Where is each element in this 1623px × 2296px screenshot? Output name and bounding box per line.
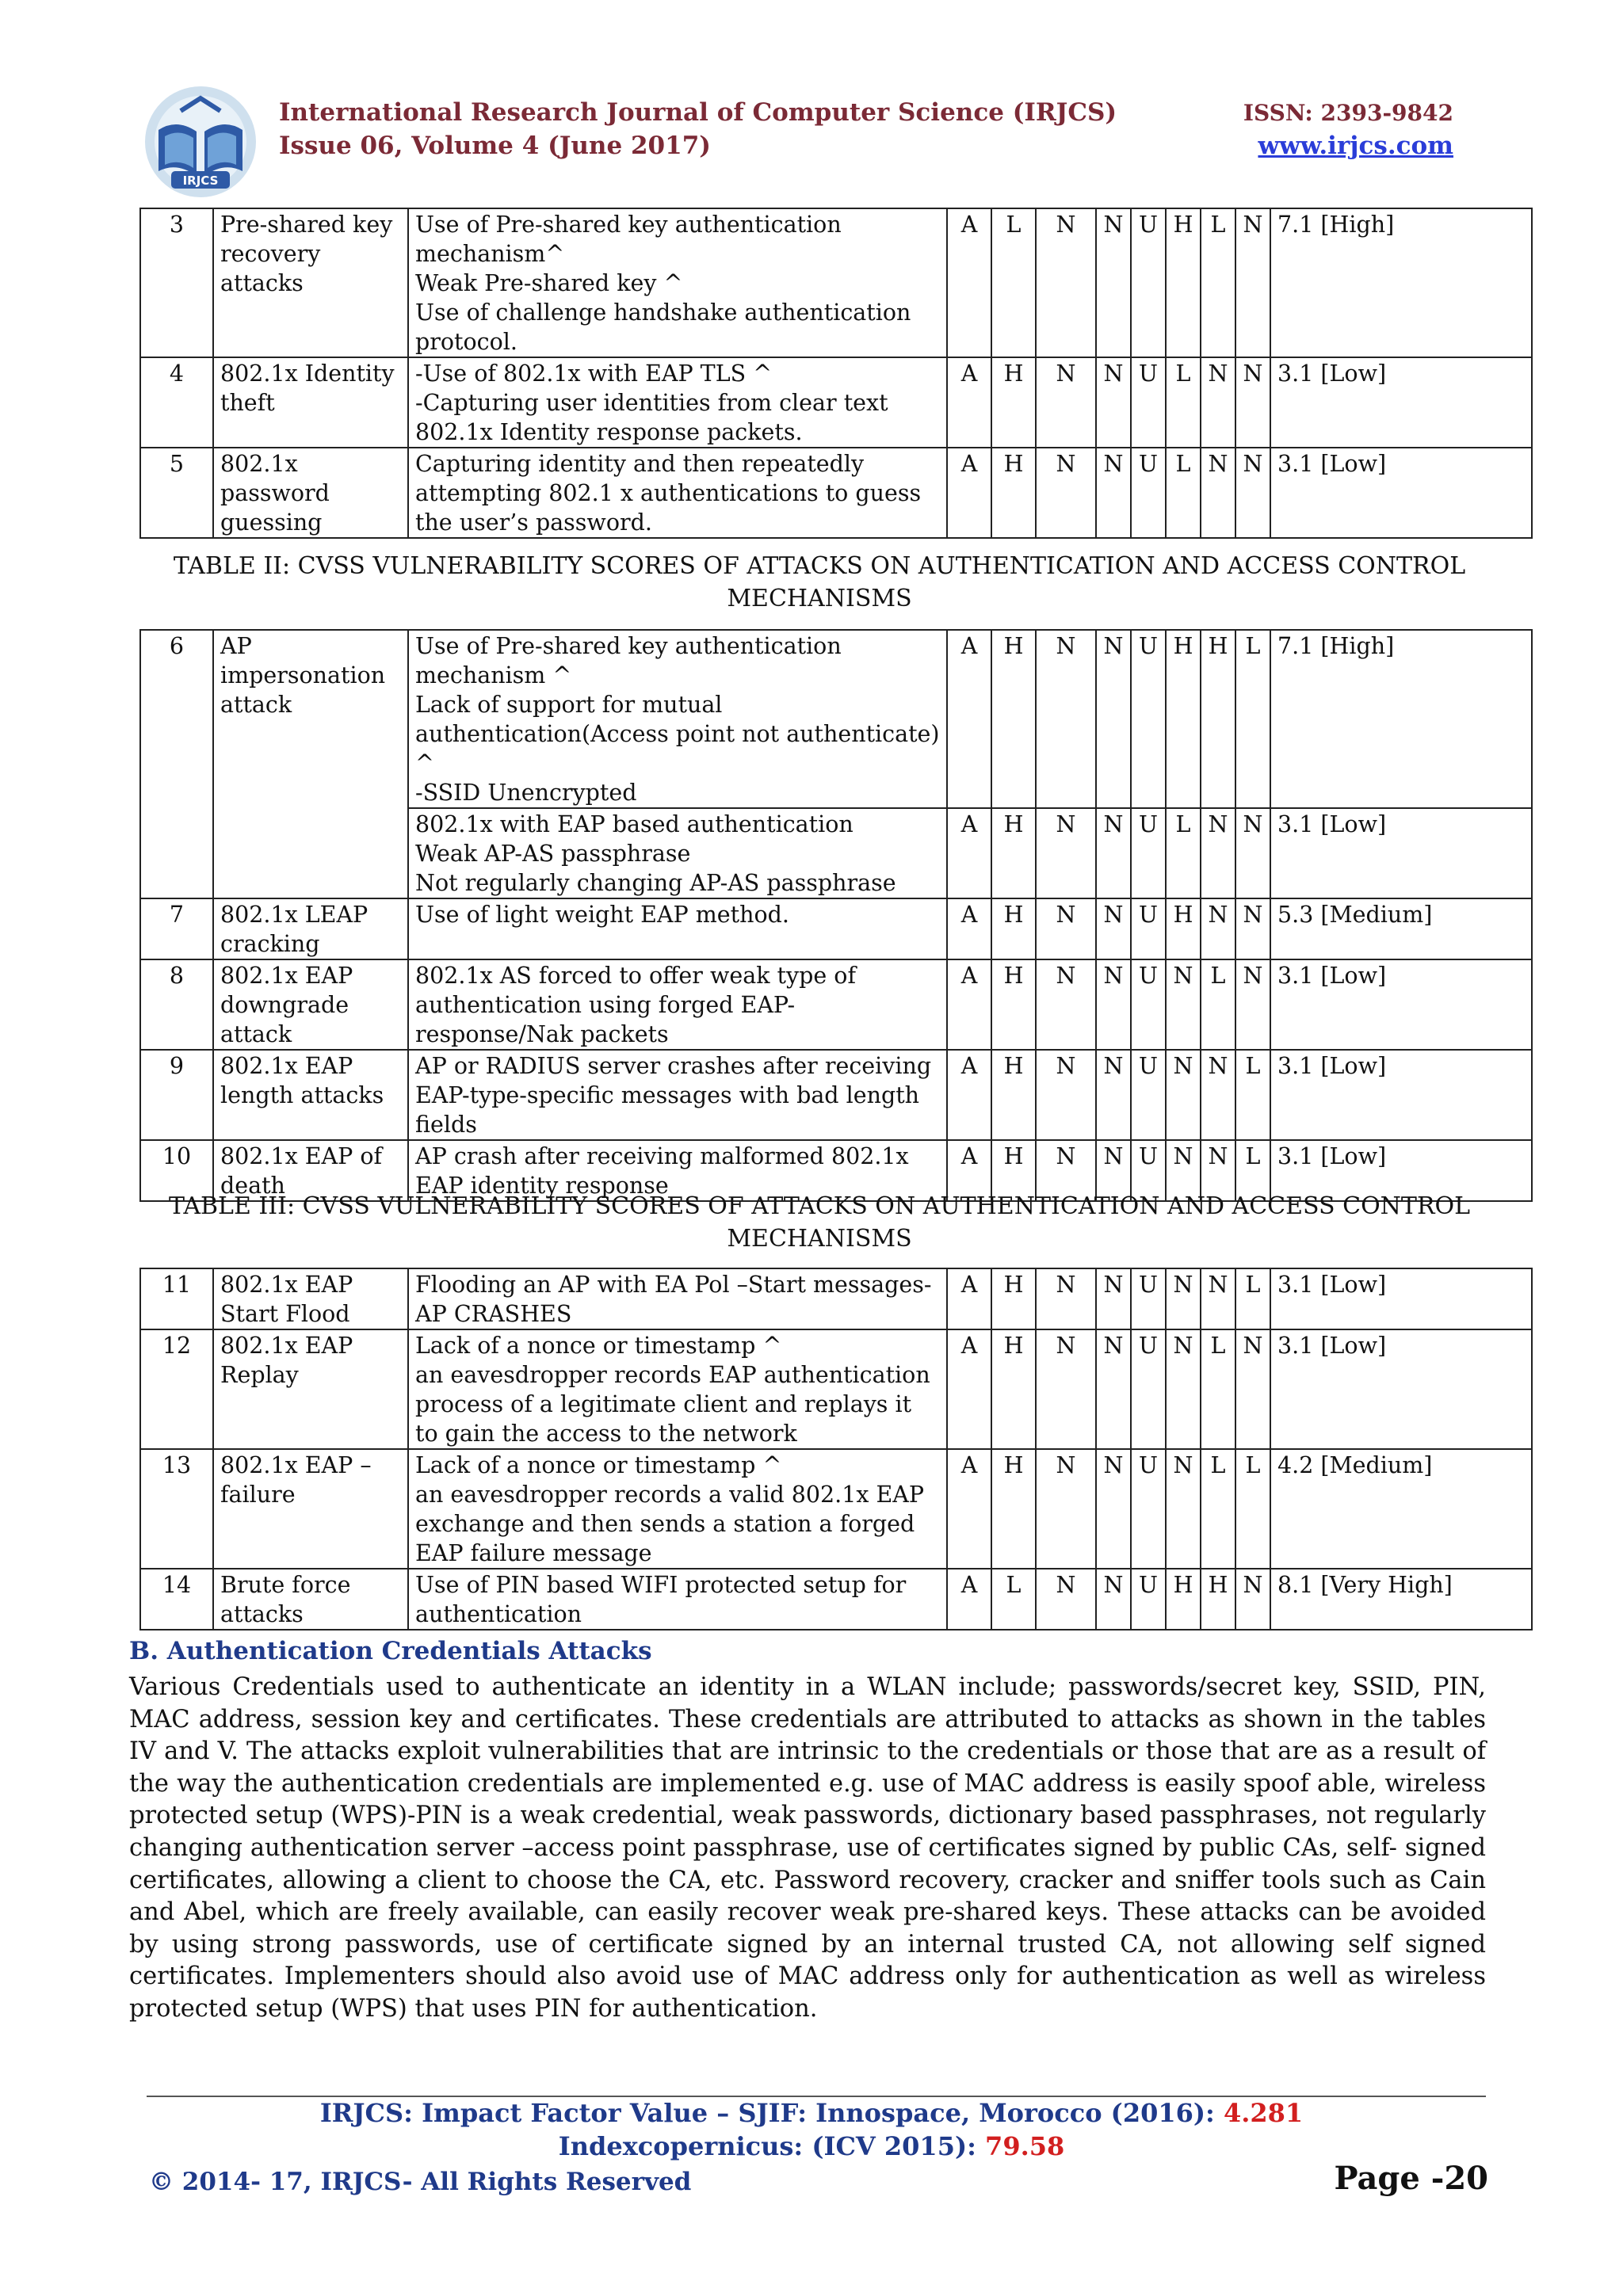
metric-cell: A	[947, 1140, 991, 1201]
vulnerability-text: AP crash after receiving malformed 802.1x EAP identity response	[408, 1140, 947, 1201]
attack-name: 802.1x EAP – failure	[213, 1449, 408, 1569]
metric-cell: N	[1201, 448, 1235, 538]
vulnerability-text: Flooding an AP with EA Pol –Start messages-AP CRASHES	[408, 1268, 947, 1329]
metric-cell: H	[991, 898, 1036, 959]
impact-factor-line	[0, 2098, 1623, 2128]
journal-issue: Issue 06, Volume 4 (June 2017)	[279, 132, 711, 160]
cvss-score: 3.1 [Low]	[1270, 1050, 1532, 1140]
metric-cell: N	[1166, 1050, 1201, 1140]
metric-cell: N	[1201, 1050, 1235, 1140]
footer-divider	[147, 2096, 1486, 2097]
metric-cell: U	[1131, 1050, 1166, 1140]
metric-cell: N	[1096, 808, 1131, 898]
metric-cell: L	[1235, 630, 1270, 808]
metric-cell: N	[1036, 808, 1096, 898]
logo-text: IRJCS	[182, 174, 219, 188]
metric-cell: N	[1201, 1140, 1235, 1201]
metric-cell: N	[1166, 1140, 1201, 1201]
metric-cell: A	[947, 1268, 991, 1329]
vulnerability-text: Use of Pre-shared key authentication mechanism ^ Lack of support for mutual authentication(Access point not authenticate) ^ -SSID Unencrypted	[408, 630, 947, 808]
metric-cell: N	[1235, 208, 1270, 357]
section-heading: B. Authentication Credentials Attacks	[129, 1637, 652, 1665]
metric-cell: N	[1036, 1050, 1096, 1140]
table-row	[140, 1329, 1532, 1449]
row-number: 12	[140, 1329, 213, 1449]
metric-cell: N	[1166, 1449, 1201, 1569]
impact-factor-value: 4.281	[1223, 2098, 1304, 2128]
metric-cell: N	[1235, 1569, 1270, 1630]
metric-cell: N	[1201, 898, 1235, 959]
table-1-continued	[139, 208, 1533, 539]
table-2-caption: TABLE II: CVSS VULNERABILITY SCORES OF ATTACKS ON AUTHENTICATION AND ACCESS CONTROL MECHANISMS	[173, 552, 1466, 612]
row-number: 14	[140, 1569, 213, 1630]
metric-cell: N	[1096, 208, 1131, 357]
attack-name: 802.1x EAP Replay	[213, 1329, 408, 1449]
metric-cell: N	[1036, 630, 1096, 808]
metric-cell: H	[1166, 208, 1201, 357]
cvss-score: 7.1 [High]	[1270, 208, 1532, 357]
metric-cell: N	[1036, 1329, 1096, 1449]
metric-cell: N	[1036, 1268, 1096, 1329]
metric-cell: H	[991, 357, 1036, 448]
metric-cell: A	[947, 630, 991, 808]
journal-logo	[141, 82, 260, 201]
cvss-score: 4.2 [Medium]	[1270, 1449, 1532, 1569]
cvss-score: 7.1 [High]	[1270, 630, 1532, 808]
impact-factor-label: IRJCS: Impact Factor Value – SJIF: Innospace, Morocco (2016):	[319, 2098, 1224, 2128]
attack-name: 802.1x EAP Start Flood	[213, 1268, 408, 1329]
attack-name: AP impersonation attack	[213, 630, 408, 898]
row-number: 9	[140, 1050, 213, 1140]
metric-cell: N	[1096, 1449, 1131, 1569]
metric-cell: N	[1235, 448, 1270, 538]
attack-name: 802.1x EAP length attacks	[213, 1050, 408, 1140]
metric-cell: N	[1235, 357, 1270, 448]
copyright: © 2014- 17, IRJCS- All Rights Reserved	[149, 2168, 692, 2196]
table-row	[140, 208, 1532, 357]
metric-cell: N	[1096, 1050, 1131, 1140]
cvss-score: 5.3 [Medium]	[1270, 898, 1532, 959]
metric-cell: A	[947, 898, 991, 959]
icv-value: 79.58	[985, 2131, 1065, 2161]
metric-cell: N	[1036, 1569, 1096, 1630]
row-number: 7	[140, 898, 213, 959]
cvss-score: 8.1 [Very High]	[1270, 1569, 1532, 1630]
icv-line	[0, 2131, 1623, 2161]
table-row	[140, 1268, 1532, 1329]
table-2	[139, 629, 1533, 1202]
metric-cell: H	[1201, 1569, 1235, 1630]
metric-cell: H	[991, 1140, 1036, 1201]
metric-cell: N	[1096, 357, 1131, 448]
metric-cell: U	[1131, 208, 1166, 357]
metric-cell: H	[1166, 1569, 1201, 1630]
metric-cell: A	[947, 357, 991, 448]
metric-cell: H	[991, 1268, 1036, 1329]
metric-cell: H	[1201, 630, 1235, 808]
metric-cell: H	[991, 448, 1036, 538]
table-row	[140, 1449, 1532, 1569]
vulnerability-text: Capturing identity and then repeatedly attempting 802.1 x authentications to guess the user’s password.	[408, 448, 947, 538]
metric-cell: H	[991, 959, 1036, 1050]
vulnerability-text: Use of Pre-shared key authentication mechanism^ Weak Pre-shared key ^ Use of challenge handshake authentication protocol.	[408, 208, 947, 357]
metric-cell: H	[1166, 898, 1201, 959]
cvss-score: 3.1 [Low]	[1270, 448, 1532, 538]
metric-cell: L	[1166, 357, 1201, 448]
row-number: 5	[140, 448, 213, 538]
cvss-score: 3.1 [Low]	[1270, 1268, 1532, 1329]
attack-name: Pre-shared key recovery attacks	[213, 208, 408, 357]
attack-name: 802.1x EAP of death	[213, 1140, 408, 1201]
metric-cell: A	[947, 448, 991, 538]
attack-name: 802.1x password guessing	[213, 448, 408, 538]
attack-name: Brute force attacks	[213, 1569, 408, 1630]
metric-cell: N	[1235, 1329, 1270, 1449]
metric-cell: N	[1096, 959, 1131, 1050]
metric-cell: U	[1131, 448, 1166, 538]
metric-cell: N	[1096, 448, 1131, 538]
metric-cell: N	[1036, 898, 1096, 959]
metric-cell: U	[1131, 808, 1166, 898]
row-number: 3	[140, 208, 213, 357]
metric-cell: N	[1235, 898, 1270, 959]
metric-cell: L	[1235, 1140, 1270, 1201]
cvss-score: 3.1 [Low]	[1270, 357, 1532, 448]
metric-cell: N	[1201, 1268, 1235, 1329]
metric-cell: U	[1131, 1329, 1166, 1449]
row-number: 10	[140, 1140, 213, 1201]
metric-cell: U	[1131, 1449, 1166, 1569]
icv-label: Indexcopernicus: (ICV 2015):	[558, 2131, 986, 2161]
metric-cell: U	[1131, 1140, 1166, 1201]
website-link[interactable]: www.irjcs.com	[1258, 132, 1453, 160]
cvss-score: 3.1 [Low]	[1270, 959, 1532, 1050]
vulnerability-text: -Use of 802.1x with EAP TLS ^ -Capturing user identities from clear text 802.1x Identity response packets.	[408, 357, 947, 448]
attack-name: 802.1x LEAP cracking	[213, 898, 408, 959]
table-row	[140, 448, 1532, 538]
metric-cell: L	[991, 208, 1036, 357]
issn: ISSN: 2393-9842	[1243, 100, 1453, 126]
metric-cell: N	[1036, 208, 1096, 357]
metric-cell: H	[991, 1329, 1036, 1449]
metric-cell: A	[947, 1329, 991, 1449]
metric-cell: N	[1096, 1329, 1131, 1449]
metric-cell: A	[947, 208, 991, 357]
metric-cell: L	[1166, 448, 1201, 538]
vulnerability-text: 802.1x AS forced to offer weak type of authentication using forged EAP-response/Nak packets	[408, 959, 947, 1050]
metric-cell: N	[1096, 1569, 1131, 1630]
metric-cell: N	[1096, 898, 1131, 959]
metric-cell: A	[947, 1569, 991, 1630]
metric-cell: N	[1036, 959, 1096, 1050]
metric-cell: N	[1235, 959, 1270, 1050]
metric-cell: N	[1201, 357, 1235, 448]
metric-cell: H	[991, 1050, 1036, 1140]
metric-cell: U	[1131, 357, 1166, 448]
table-3	[139, 1268, 1533, 1630]
metric-cell: L	[1235, 1050, 1270, 1140]
metric-cell: N	[1036, 448, 1096, 538]
metric-cell: N	[1166, 959, 1201, 1050]
metric-cell: A	[947, 959, 991, 1050]
table-row	[140, 357, 1532, 448]
metric-cell: N	[1096, 1268, 1131, 1329]
metric-cell: A	[947, 1050, 991, 1140]
attack-name: 802.1x EAP downgrade attack	[213, 959, 408, 1050]
metric-cell: N	[1166, 1268, 1201, 1329]
metric-cell: N	[1201, 808, 1235, 898]
metric-cell: U	[1131, 1569, 1166, 1630]
vulnerability-text: 802.1x with EAP based authentication Weak AP-AS passphrase Not regularly changing AP-AS passphrase	[408, 808, 947, 898]
metric-cell: L	[1201, 1449, 1235, 1569]
metric-cell: H	[991, 808, 1036, 898]
metric-cell: U	[1131, 1268, 1166, 1329]
row-number: 13	[140, 1449, 213, 1569]
metric-cell: L	[1201, 959, 1235, 1050]
metric-cell: L	[1235, 1268, 1270, 1329]
vulnerability-text: Use of PIN based WIFI protected setup for authentication	[408, 1569, 947, 1630]
vulnerability-text: AP or RADIUS server crashes after receiving EAP-type-specific messages with bad length fields	[408, 1050, 947, 1140]
metric-cell: A	[947, 1449, 991, 1569]
metric-cell: H	[1166, 630, 1201, 808]
table-3-caption: TABLE III: CVSS VULNERABILITY SCORES OF ATTACKS ON AUTHENTICATION AND ACCESS CONTROL MECHANISMS	[168, 1192, 1471, 1253]
metric-cell: N	[1036, 1140, 1096, 1201]
row-number: 11	[140, 1268, 213, 1329]
table-row	[140, 1569, 1532, 1630]
table-row	[140, 898, 1532, 959]
table-row	[140, 959, 1532, 1050]
metric-cell: H	[991, 630, 1036, 808]
cvss-score: 3.1 [Low]	[1270, 1329, 1532, 1449]
metric-cell: L	[1201, 1329, 1235, 1449]
cvss-score: 3.1 [Low]	[1270, 808, 1532, 898]
metric-cell: U	[1131, 898, 1166, 959]
metric-cell: H	[991, 1449, 1036, 1569]
metric-cell: U	[1131, 630, 1166, 808]
cvss-score: 3.1 [Low]	[1270, 1140, 1532, 1201]
metric-cell: N	[1036, 357, 1096, 448]
metric-cell: N	[1096, 630, 1131, 808]
metric-cell: N	[1036, 1449, 1096, 1569]
metric-cell: L	[1166, 808, 1201, 898]
attack-name: 802.1x Identity theft	[213, 357, 408, 448]
metric-cell: L	[1201, 208, 1235, 357]
vulnerability-text: Lack of a nonce or timestamp ^ an eavesdropper records EAP authentication process of a legitimate client and replays it to gain the access to the network	[408, 1329, 947, 1449]
metric-cell: L	[991, 1569, 1036, 1630]
journal-title: International Research Journal of Computer Science (IRJCS)	[279, 98, 1117, 127]
row-number: 6	[140, 630, 213, 898]
metric-cell: U	[1131, 959, 1166, 1050]
row-number: 4	[140, 357, 213, 448]
section-body: Various Credentials used to authenticate an identity in a WLAN include; passwords/secret key, SSID, PIN, MAC address, session key and certificates. These credentials are attributed to attacks as shown in the tables IV and V. The attacks exploit vulnerabilities that are intrinsic to the credentials or those that are as a result of the way the authentication credentials are implemented e.g. use of MAC address is easily spoof able, wireless protected setup (WPS)-PIN is a weak credential, weak passwords, dictionary based passphrases, not regularly changing authentication server –access point passphrase, use of certificates signed by public CAs, self- signed certificates, allowing a client to choose the CA, etc. Password recovery, cracker and sniffer tools such as Cain and Abel, which are freely available, can easily recover weak pre-shared keys. These attacks can be avoided by using strong passwords, use of certificate signed by an internal trusted CA, not allowing self signed certificates. Implementers should also avoid use of MAC address only for authentication as well as wireless protected setup (WPS) that uses PIN for authentication.	[129, 1673, 1486, 2023]
row-number: 8	[140, 959, 213, 1050]
vulnerability-text: Use of light weight EAP method.	[408, 898, 947, 959]
metric-cell: N	[1235, 808, 1270, 898]
table-row	[140, 1050, 1532, 1140]
metric-cell: N	[1166, 1329, 1201, 1449]
metric-cell: A	[947, 808, 991, 898]
vulnerability-text: Lack of a nonce or timestamp ^ an eavesdropper records a valid 802.1x EAP exchange and then sends a station a forged EAP failure message	[408, 1449, 947, 1569]
metric-cell: N	[1096, 1140, 1131, 1201]
page-number: Page -20	[1334, 2160, 1488, 2197]
table-row	[140, 630, 1532, 808]
metric-cell: L	[1235, 1449, 1270, 1569]
